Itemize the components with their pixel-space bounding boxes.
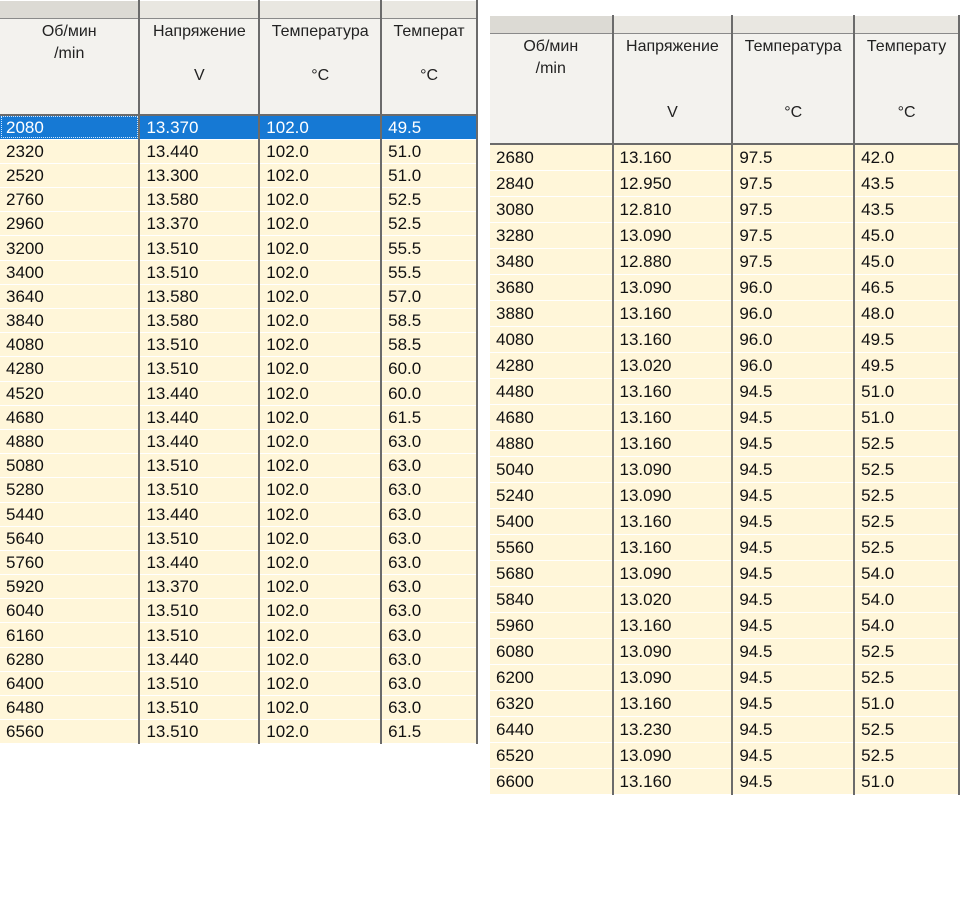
- cell-temperature-1[interactable]: 102.0: [259, 478, 381, 502]
- table-row[interactable]: [0, 550, 477, 574]
- cell-rpm[interactable]: 5760: [0, 550, 139, 574]
- table-row[interactable]: [490, 482, 959, 508]
- cell-rpm[interactable]: 4880: [0, 429, 139, 453]
- column-header-label: Температ: [393, 23, 465, 40]
- table-row[interactable]: [490, 456, 959, 482]
- cell-temperature-2[interactable]: 52.5: [854, 716, 959, 742]
- cell-voltage[interactable]: 13.510: [139, 260, 259, 284]
- cell-rpm[interactable]: 4280: [0, 357, 139, 381]
- cell-rpm[interactable]: 4680: [0, 405, 139, 429]
- cell-temperature-2[interactable]: 63.0: [381, 526, 477, 550]
- column-header-label: Температура: [744, 38, 842, 55]
- cell-rpm[interactable]: 6600: [490, 768, 613, 794]
- cell-voltage[interactable]: 13.510: [139, 720, 259, 744]
- table-row[interactable]: [0, 115, 477, 140]
- cell-temperature-2[interactable]: 43.5: [854, 170, 959, 196]
- cell-temperature-1[interactable]: 102.0: [259, 550, 381, 574]
- cell-voltage[interactable]: 13.160: [613, 326, 733, 352]
- cell-rpm[interactable]: 3480: [490, 248, 613, 274]
- cell-temperature-1[interactable]: 102.0: [259, 696, 381, 720]
- cell-voltage[interactable]: 13.230: [613, 716, 733, 742]
- table-row[interactable]: [490, 404, 959, 430]
- cell-rpm[interactable]: 4480: [490, 378, 613, 404]
- table-row[interactable]: [0, 405, 477, 429]
- cell-rpm[interactable]: 3880: [490, 300, 613, 326]
- cell-voltage[interactable]: 13.160: [613, 690, 733, 716]
- column-header-subtitle: /min: [54, 45, 85, 62]
- table-row[interactable]: [0, 381, 477, 405]
- cell-temperature-2[interactable]: 49.5: [381, 115, 477, 140]
- cell-temperature-1[interactable]: 94.5: [732, 586, 854, 612]
- cell-voltage[interactable]: 13.160: [613, 378, 733, 404]
- cell-rpm[interactable]: 3640: [0, 284, 139, 308]
- cell-temperature-1[interactable]: 102.0: [259, 333, 381, 357]
- cell-rpm[interactable]: 5080: [0, 454, 139, 478]
- cell-rpm[interactable]: 6280: [0, 647, 139, 671]
- table-row[interactable]: [0, 575, 477, 599]
- cell-voltage[interactable]: 12.950: [613, 170, 733, 196]
- table-row[interactable]: [0, 236, 477, 260]
- cell-temperature-1[interactable]: 102.0: [259, 575, 381, 599]
- column-header-subtitle: /min: [535, 60, 566, 77]
- cell-temperature-1[interactable]: 94.5: [732, 508, 854, 534]
- cell-temperature-2[interactable]: 63.0: [381, 550, 477, 574]
- table-row[interactable]: [490, 144, 959, 171]
- cell-temperature-2[interactable]: 51.0: [854, 378, 959, 404]
- cell-rpm[interactable]: 6040: [0, 599, 139, 623]
- cell-temperature-2[interactable]: 52.5: [381, 212, 477, 236]
- cell-rpm[interactable]: 2960: [0, 212, 139, 236]
- grid-top-strip: [0, 1, 477, 19]
- cell-voltage[interactable]: 13.370: [139, 115, 259, 140]
- cell-rpm[interactable]: 5920: [0, 575, 139, 599]
- cell-temperature-2[interactable]: 63.0: [381, 647, 477, 671]
- table-row[interactable]: [490, 300, 959, 326]
- cell-rpm[interactable]: 2840: [490, 170, 613, 196]
- cell-temperature-2[interactable]: 63.0: [381, 478, 477, 502]
- cell-voltage[interactable]: 13.440: [139, 502, 259, 526]
- cell-rpm[interactable]: 3200: [0, 236, 139, 260]
- cell-temperature-2[interactable]: 63.0: [381, 429, 477, 453]
- table-row[interactable]: [0, 526, 477, 550]
- cell-temperature-1[interactable]: 102.0: [259, 502, 381, 526]
- cell-rpm[interactable]: 3840: [0, 309, 139, 333]
- cell-rpm[interactable]: 4520: [0, 381, 139, 405]
- cell-temperature-1[interactable]: 102.0: [259, 454, 381, 478]
- cell-temperature-1[interactable]: 94.5: [732, 690, 854, 716]
- table-row[interactable]: [0, 139, 477, 163]
- cell-temperature-2[interactable]: 52.5: [854, 742, 959, 768]
- cell-voltage[interactable]: 12.810: [613, 196, 733, 222]
- cell-temperature-1[interactable]: 102.0: [259, 381, 381, 405]
- column-header-label: Температура: [271, 23, 369, 40]
- cell-temperature-1[interactable]: 102.0: [259, 599, 381, 623]
- cell-temperature-1[interactable]: 102.0: [259, 671, 381, 695]
- column-header-label: Температу: [866, 38, 947, 55]
- cell-voltage[interactable]: 13.440: [139, 647, 259, 671]
- cell-voltage[interactable]: 13.090: [613, 638, 733, 664]
- cell-temperature-1[interactable]: 96.0: [732, 274, 854, 300]
- cell-temperature-2[interactable]: 60.0: [381, 381, 477, 405]
- column-header-unit: °C: [784, 104, 803, 121]
- cell-voltage[interactable]: 13.090: [613, 560, 733, 586]
- cell-voltage[interactable]: 13.440: [139, 139, 259, 163]
- cell-temperature-1[interactable]: 97.5: [732, 248, 854, 274]
- cell-temperature-1[interactable]: 102.0: [259, 429, 381, 453]
- cell-temperature-1[interactable]: 102.0: [259, 526, 381, 550]
- cell-rpm[interactable]: 3080: [490, 196, 613, 222]
- column-header-voltage[interactable]: [613, 34, 733, 144]
- cell-rpm[interactable]: 5960: [490, 612, 613, 638]
- cell-voltage[interactable]: 13.580: [139, 284, 259, 308]
- cell-temperature-2[interactable]: 52.5: [854, 482, 959, 508]
- cell-rpm[interactable]: 2320: [0, 139, 139, 163]
- table-row[interactable]: [0, 599, 477, 623]
- cell-temperature-1[interactable]: 102.0: [259, 647, 381, 671]
- table-row[interactable]: [0, 454, 477, 478]
- cell-temperature-2[interactable]: 52.5: [854, 664, 959, 690]
- table-row[interactable]: [0, 284, 477, 308]
- cell-voltage[interactable]: 13.440: [139, 429, 259, 453]
- cell-temperature-1[interactable]: 94.5: [732, 430, 854, 456]
- cell-rpm[interactable]: 4080: [0, 333, 139, 357]
- cell-voltage[interactable]: 13.300: [139, 163, 259, 187]
- table-row[interactable]: [490, 664, 959, 690]
- cell-voltage[interactable]: 13.510: [139, 357, 259, 381]
- cell-voltage[interactable]: 13.160: [613, 768, 733, 794]
- right-grid-rows: [490, 144, 959, 795]
- cell-rpm[interactable]: 6200: [490, 664, 613, 690]
- cell-temperature-1[interactable]: 94.5: [732, 768, 854, 794]
- cell-voltage[interactable]: 13.510: [139, 236, 259, 260]
- cell-voltage[interactable]: 12.880: [613, 248, 733, 274]
- cell-temperature-2[interactable]: 45.0: [854, 222, 959, 248]
- grid-top-strip: [490, 16, 959, 34]
- cell-temperature-2[interactable]: 52.5: [854, 456, 959, 482]
- table-row[interactable]: [0, 696, 477, 720]
- cell-voltage[interactable]: 13.510: [139, 599, 259, 623]
- left-grid-rows: [0, 115, 477, 744]
- cell-voltage[interactable]: 13.510: [139, 478, 259, 502]
- cell-temperature-1[interactable]: 97.5: [732, 222, 854, 248]
- cell-rpm[interactable]: 4880: [490, 430, 613, 456]
- cell-temperature-1[interactable]: 94.5: [732, 664, 854, 690]
- cell-temperature-2[interactable]: 54.0: [854, 586, 959, 612]
- cell-voltage[interactable]: 13.160: [613, 508, 733, 534]
- cell-temperature-1[interactable]: 94.5: [732, 638, 854, 664]
- cell-temperature-1[interactable]: 94.5: [732, 560, 854, 586]
- cell-temperature-1[interactable]: 97.5: [732, 196, 854, 222]
- cell-voltage[interactable]: 13.090: [613, 222, 733, 248]
- cell-voltage[interactable]: 13.160: [613, 144, 733, 171]
- cell-temperature-1[interactable]: 102.0: [259, 623, 381, 647]
- cell-voltage[interactable]: 13.090: [613, 456, 733, 482]
- cell-temperature-2[interactable]: 55.5: [381, 260, 477, 284]
- table-row[interactable]: [490, 274, 959, 300]
- cell-temperature-2[interactable]: 61.5: [381, 720, 477, 744]
- table-row[interactable]: [0, 260, 477, 284]
- table-row[interactable]: [0, 623, 477, 647]
- table-row[interactable]: [490, 560, 959, 586]
- cell-rpm[interactable]: 5040: [490, 456, 613, 482]
- cell-temperature-1[interactable]: 102.0: [259, 309, 381, 333]
- cell-rpm[interactable]: 2080: [0, 115, 139, 140]
- cell-temperature-2[interactable]: 54.0: [854, 560, 959, 586]
- cell-rpm[interactable]: 3280: [490, 222, 613, 248]
- cell-temperature-1[interactable]: 102.0: [259, 357, 381, 381]
- cell-temperature-1[interactable]: 102.0: [259, 260, 381, 284]
- cell-temperature-2[interactable]: 42.0: [854, 144, 959, 171]
- cell-rpm[interactable]: 6560: [0, 720, 139, 744]
- cell-rpm[interactable]: 6320: [490, 690, 613, 716]
- table-row[interactable]: [490, 768, 959, 794]
- cell-temperature-2[interactable]: 46.5: [854, 274, 959, 300]
- table-row[interactable]: [490, 586, 959, 612]
- cell-temperature-2[interactable]: 63.0: [381, 696, 477, 720]
- table-row[interactable]: [0, 647, 477, 671]
- table-row[interactable]: [0, 333, 477, 357]
- cell-rpm[interactable]: 6400: [0, 671, 139, 695]
- cell-rpm[interactable]: 5240: [490, 482, 613, 508]
- cell-temperature-1[interactable]: 102.0: [259, 720, 381, 744]
- cell-temperature-2[interactable]: 48.0: [854, 300, 959, 326]
- column-header-unit: °C: [897, 104, 916, 121]
- cell-temperature-1[interactable]: 102.0: [259, 139, 381, 163]
- cell-voltage[interactable]: 13.090: [613, 664, 733, 690]
- cell-temperature-2[interactable]: 63.0: [381, 575, 477, 599]
- cell-temperature-1[interactable]: 94.5: [732, 404, 854, 430]
- cell-temperature-1[interactable]: 94.5: [732, 742, 854, 768]
- table-row[interactable]: [490, 508, 959, 534]
- cell-voltage[interactable]: 13.160: [613, 534, 733, 560]
- table-row[interactable]: [490, 170, 959, 196]
- cell-voltage[interactable]: 13.090: [613, 482, 733, 508]
- table-row[interactable]: [490, 326, 959, 352]
- cell-temperature-1[interactable]: 94.5: [732, 612, 854, 638]
- column-header-temperature-1[interactable]: [732, 34, 854, 144]
- cell-temperature-1[interactable]: 102.0: [259, 115, 381, 140]
- cell-temperature-1[interactable]: 94.5: [732, 456, 854, 482]
- cell-temperature-2[interactable]: 51.0: [854, 690, 959, 716]
- column-header-voltage[interactable]: [139, 19, 259, 115]
- cell-temperature-2[interactable]: 43.5: [854, 196, 959, 222]
- cell-voltage[interactable]: 13.160: [613, 300, 733, 326]
- cell-rpm[interactable]: 5640: [0, 526, 139, 550]
- cell-rpm[interactable]: 4680: [490, 404, 613, 430]
- cell-voltage[interactable]: 13.160: [613, 404, 733, 430]
- cell-temperature-2[interactable]: 63.0: [381, 502, 477, 526]
- cell-voltage[interactable]: 13.020: [613, 586, 733, 612]
- column-header-rpm[interactable]: [490, 34, 613, 144]
- column-header-row: [0, 19, 477, 115]
- cell-temperature-2[interactable]: 63.0: [381, 671, 477, 695]
- cell-temperature-1[interactable]: 102.0: [259, 236, 381, 260]
- cell-temperature-2[interactable]: 63.0: [381, 599, 477, 623]
- table-row[interactable]: [0, 671, 477, 695]
- cell-temperature-2[interactable]: 63.0: [381, 623, 477, 647]
- cell-temperature-1[interactable]: 97.5: [732, 144, 854, 171]
- cell-rpm[interactable]: 6520: [490, 742, 613, 768]
- cell-temperature-2[interactable]: 54.0: [854, 612, 959, 638]
- panel-gap: [478, 0, 490, 923]
- cell-voltage[interactable]: 13.510: [139, 696, 259, 720]
- cell-temperature-1[interactable]: 102.0: [259, 163, 381, 187]
- cell-rpm[interactable]: 6480: [0, 696, 139, 720]
- column-header-unit: V: [194, 67, 205, 84]
- table-row[interactable]: [0, 357, 477, 381]
- cell-temperature-1[interactable]: 102.0: [259, 284, 381, 308]
- cell-temperature-2[interactable]: 51.0: [381, 139, 477, 163]
- column-header-unit: °C: [311, 67, 330, 84]
- cell-rpm[interactable]: 5840: [490, 586, 613, 612]
- cell-temperature-2[interactable]: 52.5: [854, 508, 959, 534]
- cell-voltage[interactable]: 13.020: [613, 352, 733, 378]
- cell-voltage[interactable]: 13.090: [613, 742, 733, 768]
- cell-temperature-1[interactable]: 96.0: [732, 326, 854, 352]
- cell-temperature-2[interactable]: 52.5: [854, 534, 959, 560]
- table-row[interactable]: [490, 222, 959, 248]
- cell-voltage[interactable]: 13.370: [139, 212, 259, 236]
- cell-voltage[interactable]: 13.440: [139, 381, 259, 405]
- cell-rpm[interactable]: 2760: [0, 188, 139, 212]
- column-header-temperature-2[interactable]: [854, 34, 959, 144]
- cell-temperature-2[interactable]: 52.5: [854, 430, 959, 456]
- table-row[interactable]: [0, 212, 477, 236]
- column-header-rpm[interactable]: [0, 19, 139, 115]
- cell-temperature-2[interactable]: 61.5: [381, 405, 477, 429]
- table-row[interactable]: [0, 309, 477, 333]
- cell-voltage[interactable]: 13.370: [139, 575, 259, 599]
- table-row[interactable]: [0, 429, 477, 453]
- cell-voltage[interactable]: 13.580: [139, 188, 259, 212]
- column-header-label: Об/мин: [41, 23, 97, 40]
- cell-rpm[interactable]: 6080: [490, 638, 613, 664]
- cell-rpm[interactable]: 5400: [490, 508, 613, 534]
- cell-temperature-1[interactable]: 94.5: [732, 534, 854, 560]
- cell-voltage[interactable]: 13.160: [613, 612, 733, 638]
- table-row[interactable]: [0, 163, 477, 187]
- cell-voltage[interactable]: 13.090: [613, 274, 733, 300]
- cell-voltage[interactable]: 13.440: [139, 550, 259, 574]
- cell-voltage[interactable]: 13.510: [139, 333, 259, 357]
- cell-voltage[interactable]: 13.160: [613, 430, 733, 456]
- cell-temperature-2[interactable]: 45.0: [854, 248, 959, 274]
- corner-cell: [0, 1, 139, 19]
- table-row[interactable]: [490, 612, 959, 638]
- cell-rpm[interactable]: 3680: [490, 274, 613, 300]
- cell-rpm[interactable]: 2520: [0, 163, 139, 187]
- right-grid-table: [490, 15, 960, 795]
- cell-temperature-2[interactable]: 51.0: [854, 768, 959, 794]
- column-header-unit: V: [667, 104, 678, 121]
- cell-rpm[interactable]: 4080: [490, 326, 613, 352]
- column-header-label: Напряжение: [626, 38, 719, 55]
- cell-temperature-1[interactable]: 102.0: [259, 405, 381, 429]
- cell-rpm[interactable]: 6160: [0, 623, 139, 647]
- cell-temperature-2[interactable]: 51.0: [854, 404, 959, 430]
- right-data-grid[interactable]: [490, 15, 960, 908]
- table-row[interactable]: [490, 430, 959, 456]
- column-header-label: Об/мин: [523, 38, 579, 55]
- cell-voltage[interactable]: 13.510: [139, 526, 259, 550]
- left-grid-table: [0, 0, 478, 744]
- cell-temperature-2[interactable]: 49.5: [854, 352, 959, 378]
- cell-temperature-1[interactable]: 96.0: [732, 300, 854, 326]
- cell-rpm[interactable]: 5560: [490, 534, 613, 560]
- cell-rpm[interactable]: 3400: [0, 260, 139, 284]
- column-header-temperature-1[interactable]: [259, 19, 381, 115]
- cell-temperature-2[interactable]: 52.5: [381, 188, 477, 212]
- table-row[interactable]: [490, 638, 959, 664]
- cell-temperature-1[interactable]: 94.5: [732, 378, 854, 404]
- cell-temperature-2[interactable]: 60.0: [381, 357, 477, 381]
- cell-temperature-1[interactable]: 94.5: [732, 716, 854, 742]
- cell-temperature-1[interactable]: 96.0: [732, 352, 854, 378]
- cell-rpm[interactable]: 2680: [490, 144, 613, 171]
- corner-cell: [490, 16, 613, 34]
- cell-temperature-2[interactable]: 58.5: [381, 333, 477, 357]
- cell-rpm[interactable]: 5680: [490, 560, 613, 586]
- cell-temperature-2[interactable]: 51.0: [381, 163, 477, 187]
- table-row[interactable]: [0, 502, 477, 526]
- cell-voltage[interactable]: 13.510: [139, 454, 259, 478]
- cell-temperature-1[interactable]: 94.5: [732, 482, 854, 508]
- table-row[interactable]: [490, 196, 959, 222]
- table-row[interactable]: [490, 534, 959, 560]
- column-header-label: Напряжение: [152, 23, 246, 40]
- table-row[interactable]: [490, 352, 959, 378]
- table-row[interactable]: [490, 248, 959, 274]
- cell-rpm[interactable]: 6440: [490, 716, 613, 742]
- cell-temperature-2[interactable]: 63.0: [381, 454, 477, 478]
- table-row[interactable]: [490, 716, 959, 742]
- table-row[interactable]: [0, 720, 477, 744]
- cell-temperature-2[interactable]: 58.5: [381, 309, 477, 333]
- cell-temperature-1[interactable]: 97.5: [732, 170, 854, 196]
- table-row[interactable]: [490, 742, 959, 768]
- left-data-grid[interactable]: [0, 0, 478, 923]
- cell-temperature-1[interactable]: 102.0: [259, 212, 381, 236]
- table-row[interactable]: [0, 478, 477, 502]
- cell-rpm[interactable]: 5440: [0, 502, 139, 526]
- cell-temperature-2[interactable]: 49.5: [854, 326, 959, 352]
- cell-voltage[interactable]: 13.580: [139, 309, 259, 333]
- column-header-temperature-2[interactable]: [381, 19, 477, 115]
- cell-temperature-1[interactable]: 102.0: [259, 188, 381, 212]
- cell-rpm[interactable]: 5280: [0, 478, 139, 502]
- cell-rpm[interactable]: 4280: [490, 352, 613, 378]
- cell-voltage[interactable]: 13.440: [139, 405, 259, 429]
- cell-temperature-2[interactable]: 52.5: [854, 638, 959, 664]
- column-header-row: [490, 34, 959, 144]
- cell-voltage[interactable]: 13.510: [139, 623, 259, 647]
- table-row[interactable]: [490, 690, 959, 716]
- table-row[interactable]: [0, 188, 477, 212]
- table-row[interactable]: [490, 378, 959, 404]
- cell-voltage[interactable]: 13.510: [139, 671, 259, 695]
- column-header-unit: °C: [420, 67, 439, 84]
- cell-temperature-2[interactable]: 57.0: [381, 284, 477, 308]
- cell-temperature-2[interactable]: 55.5: [381, 236, 477, 260]
